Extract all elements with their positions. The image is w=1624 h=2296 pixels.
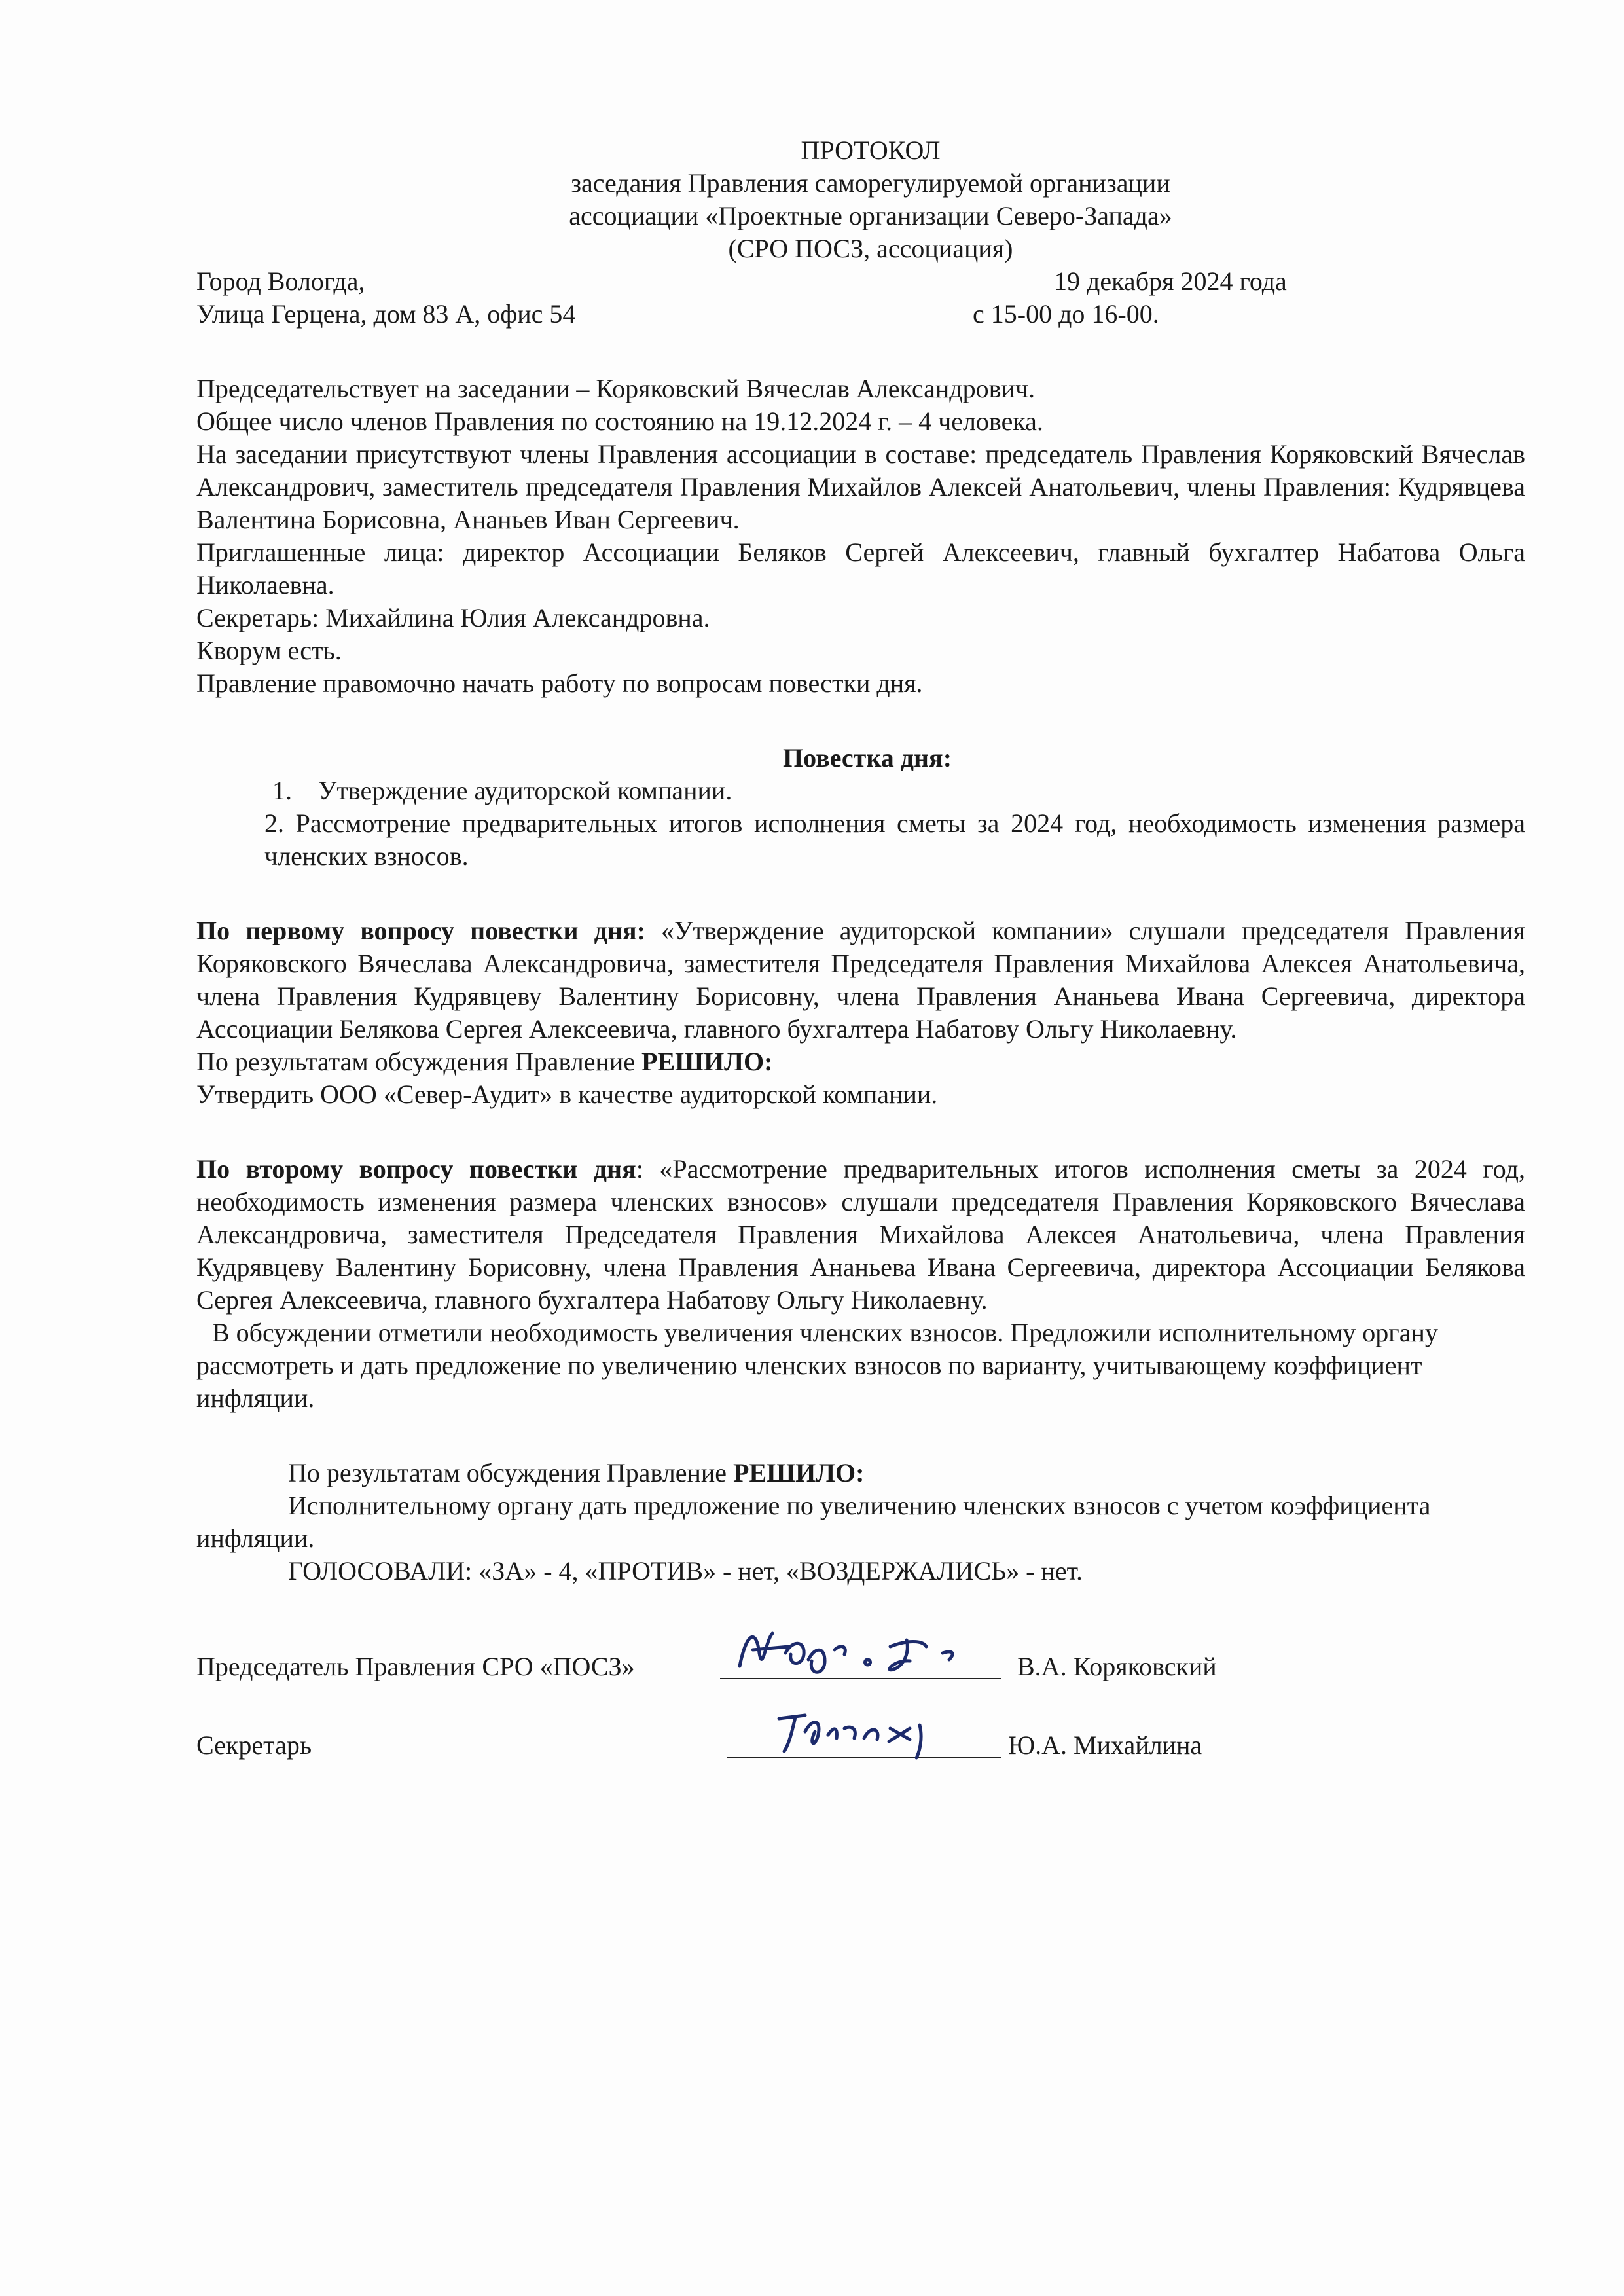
- address-time-row: [196, 298, 1525, 331]
- quorum-line: Кворум есть.: [196, 636, 342, 665]
- present-members: На заседании присутствуют члены Правления ассоциации в составе: председатель Правления Коряковский Вячеслав Александрович, заместитель председателя Правления Михайлов Алексей Анатольевич, члены Правления: Кудрявцева Валентина Борисовна, Ананьев Иван Сергеевич.: [196, 439, 1525, 534]
- meeting-time: с 15-00 до 16-00.: [973, 299, 1159, 329]
- chair-handwritten-signature: [727, 1614, 1001, 1686]
- vote-result: ГОЛОСОВАЛИ: «ЗА» - 4, «ПРОТИВ» - нет, «ВОЗДЕРЖАЛИСЬ» - нет.: [288, 1556, 1083, 1586]
- secretary-signature-name: Ю.А. Михайлина: [1008, 1730, 1202, 1760]
- question-1-lead: По первому вопросу повестки дня:: [196, 916, 645, 945]
- chair-line: Председательствует на заседании – Коряковский Вячеслав Александрович.: [196, 374, 1036, 403]
- document-title: ПРОТОКОЛ: [801, 136, 941, 165]
- result-word: РЕШИЛО:: [733, 1458, 865, 1487]
- question-1-result: [196, 1046, 1525, 1078]
- place-date-row: [196, 265, 1525, 298]
- secretary-signature-row: [196, 1699, 1525, 1771]
- agenda-item-1: 1. Утверждение аудиторской компании.: [272, 776, 732, 805]
- secretary-handwritten-signature: [759, 1692, 1034, 1764]
- result-word: РЕШИЛО:: [641, 1047, 773, 1076]
- chair-signature-name: В.А. Коряковский: [1017, 1652, 1217, 1681]
- city: Город Вологда,: [196, 266, 365, 296]
- secretary-line: Секретарь: Михайлина Юлия Александровна.: [196, 603, 710, 632]
- secretary-signature-label: Секретарь: [196, 1730, 312, 1760]
- question-1-decision: Утвердить ООО «Север-Аудит» в качестве аудиторской компании.: [196, 1080, 938, 1109]
- question-2-decision: Исполнительному органу дать предложение по увеличению членских взносов с учетом коэффициента инфляции.: [196, 1491, 1431, 1553]
- result-prefix: По результатам обсуждения Правление: [196, 1047, 642, 1076]
- protocol-body: [196, 134, 1525, 1771]
- question-1-text: «Утверждение аудиторской компании» слушали председателя Правления Коряковского Вячеслава Александровича, заместителя Председателя Правления Михайлова Алексея Анатольевича, члена Правления Кудрявцеву Валентину Борисовну, члена Правления Ананьева Ивана Сергеевича, директора Ассоциации Белякова Сергея Алексеевича, главного бухгалтера Набатову Ольгу Николаевну.: [196, 916, 1526, 1044]
- question-2-result: [196, 1457, 1525, 1489]
- result-prefix: По результатам обсуждения Правление: [288, 1458, 734, 1487]
- invited-persons: Приглашенные лица: директор Ассоциации Беляков Сергей Алексеевич, главный бухгалтер Набатова Ольга Николаевна.: [196, 538, 1525, 600]
- question-1-paragraph: [196, 915, 1525, 1046]
- question-2-lead: По второму вопросу повестки дня: [196, 1154, 636, 1184]
- subtitle-line-2: ассоциации «Проектные организации Северо-Запада»: [569, 201, 1172, 230]
- question-2-text: : «Рассмотрение предварительных итогов исполнения сметы за 2024 год, необходимость изменения размера членских взносов» слушали председателя Правления Коряковского Вячеслава Александровича, заместителя Председателя Правления Михайлова Алексея Анатольевича, члена Правления Кудрявцеву Валентину Борисовну, члена Правления Ананьева Ивана Сергеевича, директора Ассоциации Белякова Сергея Алексеевича, главного бухгалтера Набатову Ольгу Николаевну.: [196, 1154, 1525, 1315]
- chair-signature-label: Председатель Правления СРО «ПОСЗ»: [196, 1652, 635, 1681]
- members-count: Общее число членов Правления по состоянию на 19.12.2024 г. – 4 человека.: [196, 407, 1043, 436]
- agenda-heading: Повестка дня:: [782, 743, 952, 773]
- meeting-date: 19 декабря 2024 года: [1054, 266, 1287, 296]
- question-2-discussion: В обсуждении отметили необходимость увеличения членских взносов. Предложили исполнительному органу рассмотреть и дать предложение по увеличению членских взносов по варианту, учитывающему коэффициент инфляции.: [196, 1318, 1438, 1413]
- agenda-item-2: 2. Рассмотрение предварительных итогов исполнения сметы за 2024 год, необходимость изменения размера членских взносов.: [264, 809, 1525, 871]
- question-2-paragraph: [196, 1153, 1525, 1317]
- chair-signature-row: [196, 1620, 1525, 1692]
- competence-line: Правление правомочно начать работу по вопросам повестки дня.: [196, 668, 923, 698]
- subtitle-line-1: заседания Правления саморегулируемой организации: [571, 168, 1170, 198]
- address: Улица Герцена, дом 83 А, офис 54: [196, 299, 576, 329]
- subtitle-line-3: (СРО ПОСЗ, ассоциация): [728, 234, 1013, 263]
